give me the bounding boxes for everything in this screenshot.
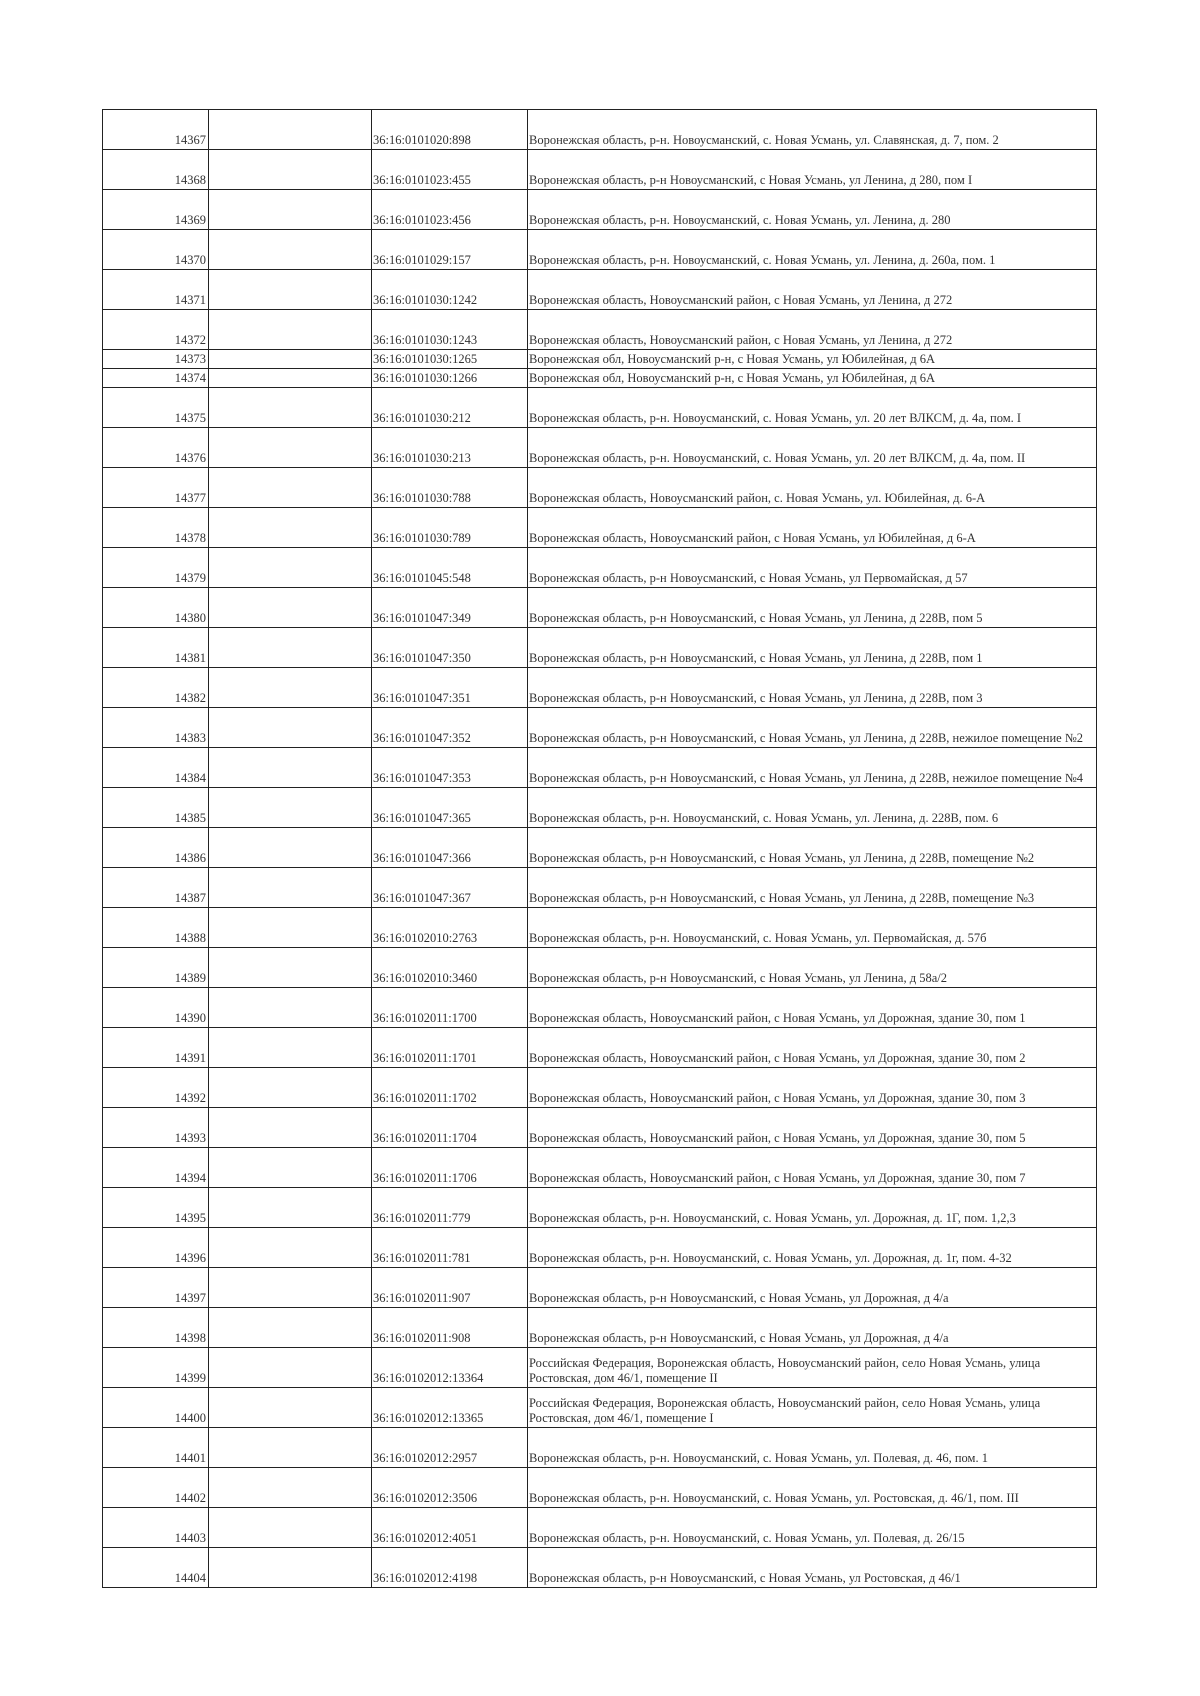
empty-cell [209, 1508, 372, 1548]
row-number-cell: 14371 [103, 270, 209, 310]
row-number-cell: 14394 [103, 1148, 209, 1188]
row-number-cell: 14369 [103, 190, 209, 230]
table-row [103, 1508, 1097, 1548]
empty-cell [209, 548, 372, 588]
address-cell: Воронежская область, р-н. Новоусманский, с. Новая Усмань, ул. Дорожная, д. 1г, пом. 4-32 [528, 1228, 1097, 1268]
empty-cell [209, 868, 372, 908]
address-cell: Воронежская область, р-н Новоусманский, с Новая Усмань, ул Ленина, д 228В, нежилое помещение №4 [528, 748, 1097, 788]
cadastral-number-cell: 36:16:0101047:351 [372, 668, 528, 708]
table-row [103, 708, 1097, 748]
row-number-cell: 14372 [103, 310, 209, 350]
row-number-cell: 14384 [103, 748, 209, 788]
row-number-cell: 14388 [103, 908, 209, 948]
row-number-cell: 14367 [103, 110, 209, 150]
cadastral-number-cell: 36:16:0101047:353 [372, 748, 528, 788]
address-cell: Воронежская область, р-н Новоусманский, с Новая Усмань, ул Ленина, д 58а/2 [528, 948, 1097, 988]
row-number-cell: 14389 [103, 948, 209, 988]
empty-cell [209, 1228, 372, 1268]
address-cell: Воронежская область, Новоусманский район, с Новая Усмань, ул Ленина, д 272 [528, 270, 1097, 310]
address-cell: Воронежская обл, Новоусманский р-н, с Новая Усмань, ул Юбилейная, д 6А [528, 350, 1097, 369]
cadastral-number-cell: 36:16:0101030:789 [372, 508, 528, 548]
cadastral-number-cell: 36:16:0102011:1702 [372, 1068, 528, 1108]
empty-cell [209, 1188, 372, 1228]
empty-cell [209, 230, 372, 270]
empty-cell [209, 948, 372, 988]
cadastral-number-cell: 36:16:0101047:350 [372, 628, 528, 668]
row-number-cell: 14379 [103, 548, 209, 588]
table-row [103, 190, 1097, 230]
cadastral-number-cell: 36:16:0101047:366 [372, 828, 528, 868]
address-cell: Воронежская область, Новоусманский район, с Новая Усмань, ул Дорожная, здание 30, пом 3 [528, 1068, 1097, 1108]
row-number-cell: 14380 [103, 588, 209, 628]
empty-cell [209, 748, 372, 788]
table-row [103, 1148, 1097, 1188]
table-row [103, 548, 1097, 588]
table-row [103, 1108, 1097, 1148]
empty-cell [209, 1028, 372, 1068]
table-row [103, 230, 1097, 270]
row-number-cell: 14375 [103, 388, 209, 428]
row-number-cell: 14402 [103, 1468, 209, 1508]
table-row [103, 1308, 1097, 1348]
table-row [103, 1068, 1097, 1108]
address-cell: Воронежская обл, Новоусманский р-н, с Новая Усмань, ул Юбилейная, д 6А [528, 369, 1097, 388]
empty-cell [209, 988, 372, 1028]
address-cell: Воронежская область, р-н. Новоусманский, с. Новая Усмань, ул. 20 лет ВЛКСМ, д. 4а, пом. I [528, 388, 1097, 428]
cadastral-number-cell: 36:16:0101047:367 [372, 868, 528, 908]
cadastral-number-cell: 36:16:0102011:1704 [372, 1108, 528, 1148]
cadastral-number-cell: 36:16:0102011:1701 [372, 1028, 528, 1068]
row-number-cell: 14373 [103, 350, 209, 369]
row-number-cell: 14381 [103, 628, 209, 668]
empty-cell [209, 1428, 372, 1468]
cadastral-number-cell: 36:16:0101047:349 [372, 588, 528, 628]
table-row [103, 369, 1097, 388]
address-cell: Воронежская область, Новоусманский район, с. Новая Усмань, ул. Юбилейная, д. 6-А [528, 468, 1097, 508]
address-cell: Российская Федерация, Воронежская область, Новоусманский район, село Новая Усмань, улица Ростовская, дом 46/1, помещение I [528, 1388, 1097, 1428]
table-row [103, 350, 1097, 369]
cadastral-number-cell: 36:16:0102012:13365 [372, 1388, 528, 1428]
cadastral-number-cell: 36:16:0102012:2957 [372, 1428, 528, 1468]
empty-cell [209, 1148, 372, 1188]
cadastral-number-cell: 36:16:0101045:548 [372, 548, 528, 588]
address-cell: Воронежская область, р-н Новоусманский, с Новая Усмань, ул Дорожная, д 4/а [528, 1268, 1097, 1308]
address-cell: Воронежская область, р-н. Новоусманский, с. Новая Усмань, ул. Ленина, д. 280 [528, 190, 1097, 230]
cadastral-number-cell: 36:16:0102010:3460 [372, 948, 528, 988]
cadastral-number-cell: 36:16:0101030:213 [372, 428, 528, 468]
table-row [103, 1388, 1097, 1428]
row-number-cell: 14386 [103, 828, 209, 868]
address-cell: Воронежская область, Новоусманский район, с Новая Усмань, ул Юбилейная, д 6-А [528, 508, 1097, 548]
cadastral-number-cell: 36:16:0101023:455 [372, 150, 528, 190]
table-row [103, 628, 1097, 668]
row-number-cell: 14401 [103, 1428, 209, 1468]
empty-cell [209, 708, 372, 748]
address-cell: Воронежская область, р-н. Новоусманский, с. Новая Усмань, ул. 20 лет ВЛКСМ, д. 4а, пом. II [528, 428, 1097, 468]
registry-table-body [103, 110, 1097, 1588]
row-number-cell: 14395 [103, 1188, 209, 1228]
address-cell: Воронежская область, р-н Новоусманский, с Новая Усмань, ул Ростовская, д 46/1 [528, 1548, 1097, 1588]
row-number-cell: 14374 [103, 369, 209, 388]
cadastral-number-cell: 36:16:0102011:781 [372, 1228, 528, 1268]
row-number-cell: 14370 [103, 230, 209, 270]
row-number-cell: 14390 [103, 988, 209, 1028]
empty-cell [209, 1068, 372, 1108]
row-number-cell: 14400 [103, 1388, 209, 1428]
address-cell: Воронежская область, р-н. Новоусманский, с. Новая Усмань, ул. Полевая, д. 46, пом. 1 [528, 1428, 1097, 1468]
table-row [103, 508, 1097, 548]
table-row [103, 1428, 1097, 1468]
address-cell: Воронежская область, р-н. Новоусманский, с. Новая Усмань, ул. Полевая, д. 26/15 [528, 1508, 1097, 1548]
empty-cell [209, 369, 372, 388]
row-number-cell: 14385 [103, 788, 209, 828]
address-cell: Воронежская область, Новоусманский район, с Новая Усмань, ул Дорожная, здание 30, пом 2 [528, 1028, 1097, 1068]
empty-cell [209, 508, 372, 548]
row-number-cell: 14397 [103, 1268, 209, 1308]
empty-cell [209, 468, 372, 508]
address-cell: Воронежская область, р-н. Новоусманский, с. Новая Усмань, ул. Ленина, д. 228В, пом. 6 [528, 788, 1097, 828]
table-row [103, 150, 1097, 190]
row-number-cell: 14398 [103, 1308, 209, 1348]
address-cell: Воронежская область, р-н. Новоусманский, с. Новая Усмань, ул. Первомайская, д. 57б [528, 908, 1097, 948]
cadastral-number-cell: 36:16:0101030:788 [372, 468, 528, 508]
registry-table [102, 109, 1097, 1588]
empty-cell [209, 588, 372, 628]
row-number-cell: 14382 [103, 668, 209, 708]
empty-cell [209, 668, 372, 708]
table-row [103, 988, 1097, 1028]
empty-cell [209, 150, 372, 190]
empty-cell [209, 270, 372, 310]
table-row [103, 1188, 1097, 1228]
address-cell: Воронежская область, Новоусманский район, с Новая Усмань, ул Дорожная, здание 30, пом 7 [528, 1148, 1097, 1188]
cadastral-number-cell: 36:16:0102011:1700 [372, 988, 528, 1028]
empty-cell [209, 428, 372, 468]
empty-cell [209, 908, 372, 948]
address-cell: Воронежская область, р-н Новоусманский, с Новая Усмань, ул Ленина, д 228В, пом 1 [528, 628, 1097, 668]
cadastral-number-cell: 36:16:0101030:1243 [372, 310, 528, 350]
address-cell: Российская Федерация, Воронежская область, Новоусманский район, село Новая Усмань, улица Ростовская, дом 46/1, помещение II [528, 1348, 1097, 1388]
empty-cell [209, 388, 372, 428]
cadastral-number-cell: 36:16:0102012:13364 [372, 1348, 528, 1388]
table-row [103, 588, 1097, 628]
table-row [103, 788, 1097, 828]
empty-cell [209, 788, 372, 828]
empty-cell [209, 628, 372, 668]
address-cell: Воронежская область, Новоусманский район, с Новая Усмань, ул Ленина, д 272 [528, 310, 1097, 350]
table-row [103, 828, 1097, 868]
address-cell: Воронежская область, р-н. Новоусманский, с. Новая Усмань, ул. Дорожная, д. 1Г, пом. 1,2,3 [528, 1188, 1097, 1228]
address-cell: Воронежская область, р-н Новоусманский, с Новая Усмань, ул Ленина, д 228В, помещение №2 [528, 828, 1097, 868]
row-number-cell: 14404 [103, 1548, 209, 1588]
row-number-cell: 14387 [103, 868, 209, 908]
cadastral-number-cell: 36:16:0102011:908 [372, 1308, 528, 1348]
address-cell: Воронежская область, р-н Новоусманский, с Новая Усмань, ул Ленина, д 228В, пом 5 [528, 588, 1097, 628]
row-number-cell: 14399 [103, 1348, 209, 1388]
cadastral-number-cell: 36:16:0101030:1265 [372, 350, 528, 369]
address-cell: Воронежская область, р-н Новоусманский, с Новая Усмань, ул Ленина, д 280, пом I [528, 150, 1097, 190]
table-row [103, 1268, 1097, 1308]
table-row [103, 748, 1097, 788]
cadastral-number-cell: 36:16:0101047:352 [372, 708, 528, 748]
row-number-cell: 14368 [103, 150, 209, 190]
table-row [103, 270, 1097, 310]
table-row [103, 1028, 1097, 1068]
empty-cell [209, 110, 372, 150]
row-number-cell: 14392 [103, 1068, 209, 1108]
empty-cell [209, 1268, 372, 1308]
table-row [103, 1548, 1097, 1588]
cadastral-number-cell: 36:16:0102012:4051 [372, 1508, 528, 1548]
address-cell: Воронежская область, р-н Новоусманский, с Новая Усмань, ул Первомайская, д 57 [528, 548, 1097, 588]
cadastral-number-cell: 36:16:0102012:4198 [372, 1548, 528, 1588]
cadastral-number-cell: 36:16:0102011:779 [372, 1188, 528, 1228]
table-row [103, 908, 1097, 948]
empty-cell [209, 1548, 372, 1588]
cadastral-number-cell: 36:16:0101023:456 [372, 190, 528, 230]
table-row [103, 468, 1097, 508]
empty-cell [209, 310, 372, 350]
cadastral-number-cell: 36:16:0101030:1242 [372, 270, 528, 310]
row-number-cell: 14393 [103, 1108, 209, 1148]
table-row [103, 668, 1097, 708]
cadastral-number-cell: 36:16:0101020:898 [372, 110, 528, 150]
address-cell: Воронежская область, р-н Новоусманский, с Новая Усмань, ул Ленина, д 228В, нежилое помещение №2 [528, 708, 1097, 748]
row-number-cell: 14377 [103, 468, 209, 508]
table-row [103, 388, 1097, 428]
table-row [103, 868, 1097, 908]
empty-cell [209, 1468, 372, 1508]
address-cell: Воронежская область, р-н Новоусманский, с Новая Усмань, ул Дорожная, д 4/а [528, 1308, 1097, 1348]
cadastral-number-cell: 36:16:0101030:212 [372, 388, 528, 428]
table-row [103, 948, 1097, 988]
address-cell: Воронежская область, р-н. Новоусманский, с. Новая Усмань, ул. Ростовская, д. 46/1, пом. III [528, 1468, 1097, 1508]
row-number-cell: 14376 [103, 428, 209, 468]
row-number-cell: 14378 [103, 508, 209, 548]
address-cell: Воронежская область, р-н Новоусманский, с Новая Усмань, ул Ленина, д 228В, помещение №3 [528, 868, 1097, 908]
empty-cell [209, 190, 372, 230]
empty-cell [209, 1348, 372, 1388]
cadastral-number-cell: 36:16:0102010:2763 [372, 908, 528, 948]
empty-cell [209, 1308, 372, 1348]
address-cell: Воронежская область, р-н. Новоусманский, с. Новая Усмань, ул. Славянская, д. 7, пом. 2 [528, 110, 1097, 150]
row-number-cell: 14396 [103, 1228, 209, 1268]
empty-cell [209, 350, 372, 369]
cadastral-number-cell: 36:16:0101047:365 [372, 788, 528, 828]
table-row [103, 428, 1097, 468]
empty-cell [209, 1388, 372, 1428]
table-row [103, 1228, 1097, 1268]
address-cell: Воронежская область, р-н Новоусманский, с Новая Усмань, ул Ленина, д 228В, пом 3 [528, 668, 1097, 708]
table-row [103, 1348, 1097, 1388]
row-number-cell: 14403 [103, 1508, 209, 1548]
address-cell: Воронежская область, Новоусманский район, с Новая Усмань, ул Дорожная, здание 30, пом 5 [528, 1108, 1097, 1148]
cadastral-number-cell: 36:16:0102011:907 [372, 1268, 528, 1308]
address-cell: Воронежская область, р-н. Новоусманский, с. Новая Усмань, ул. Ленина, д. 260а, пом. 1 [528, 230, 1097, 270]
empty-cell [209, 828, 372, 868]
cadastral-number-cell: 36:16:0102011:1706 [372, 1148, 528, 1188]
row-number-cell: 14391 [103, 1028, 209, 1068]
cadastral-number-cell: 36:16:0101029:157 [372, 230, 528, 270]
empty-cell [209, 1108, 372, 1148]
address-cell: Воронежская область, Новоусманский район, с Новая Усмань, ул Дорожная, здание 30, пом 1 [528, 988, 1097, 1028]
cadastral-number-cell: 36:16:0102012:3506 [372, 1468, 528, 1508]
row-number-cell: 14383 [103, 708, 209, 748]
cadastral-number-cell: 36:16:0101030:1266 [372, 369, 528, 388]
table-row [103, 1468, 1097, 1508]
table-row [103, 110, 1097, 150]
table-row [103, 310, 1097, 350]
